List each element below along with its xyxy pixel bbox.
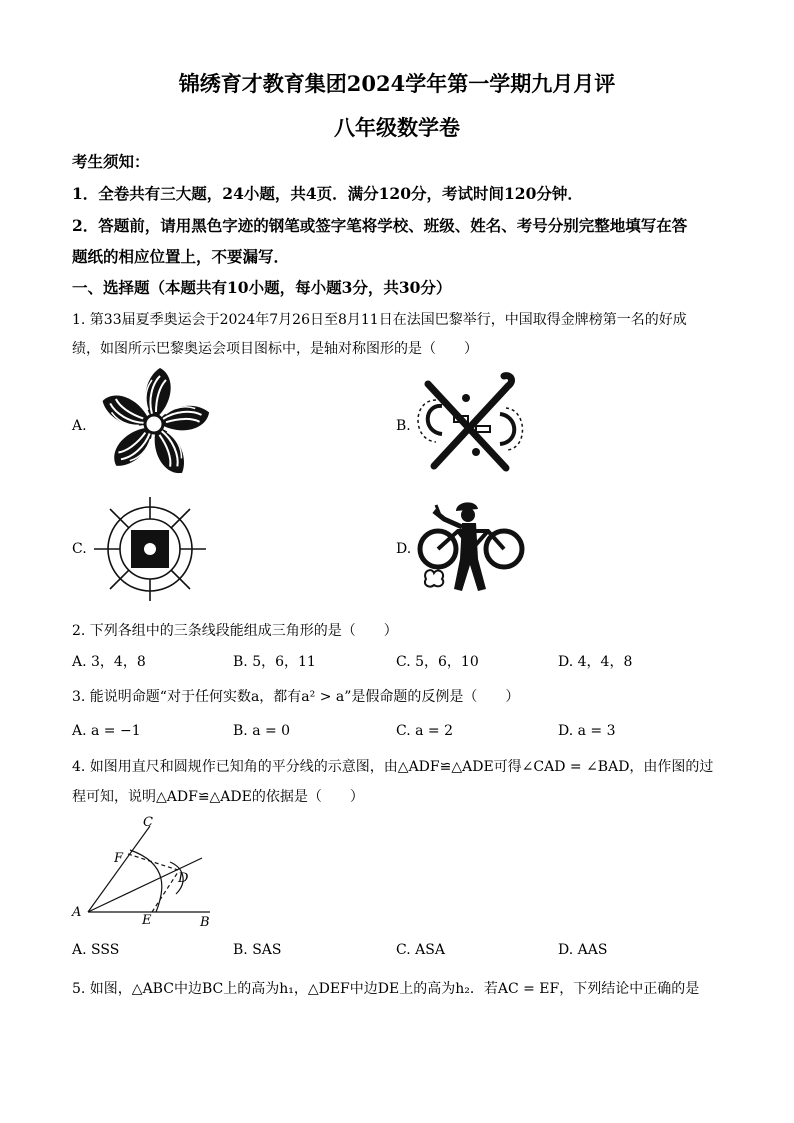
q3-option-a: A. a = −1 [72, 723, 141, 739]
q3-option-b: B. a = 0 [233, 723, 291, 739]
q4-option-a: A. SSS [72, 942, 120, 958]
page-title: 锦绣育才教育集团2024学年第一学期九月月评 [178, 71, 616, 96]
angle-bisector-diagram [70, 812, 230, 934]
q3-option-c: C. a = 2 [396, 723, 453, 739]
notice-heading: 考生须知： [72, 152, 150, 171]
q2-option-d: D. 4，4，8 [558, 654, 633, 670]
section-heading: 一、选择题（本题共有10小题，每小题3分，共30分） [72, 278, 452, 297]
label-b: B [200, 915, 210, 930]
target-pictogram-icon [92, 497, 208, 605]
q2-option-b: B. 5，6，11 [233, 654, 316, 670]
question-1-line-1: 1. 第33届夏季奥运会于2024年7月26日至8月11日在法国巴黎举行，中国取得金牌榜第一名的好成 [72, 312, 687, 328]
hockey-pictogram-icon [416, 370, 526, 482]
question-2-stem: 2. 下列各组中的三条线段能组成三角形的是（ ） [72, 623, 398, 639]
question-4-line-2: 程可知，说明△ADF≌△ADE的依据是（ ） [72, 789, 364, 805]
q1-option-a-label: A. [72, 418, 87, 434]
q1-option-c-label: C. [72, 541, 87, 557]
q1-option-b-label: B. [396, 418, 411, 434]
q4-option-b: B. SAS [233, 942, 282, 958]
label-d: D [178, 871, 189, 886]
q2-option-c: C. 5，6，10 [396, 654, 479, 670]
page-subtitle: 八年级数学卷 [334, 115, 460, 140]
ray-ac [88, 826, 150, 912]
question-4-line-1: 4. 如图用直尺和圆规作已知角的平分线的示意图，由△ADF≌△ADE可得∠CAD = ∠BAD，由作图的过 [72, 759, 714, 775]
cyclist-pictogram-icon [416, 497, 528, 605]
flower-pictogram-icon [92, 365, 217, 487]
q3-option-d: D. a = 3 [558, 723, 616, 739]
q2-option-a: A. 3，4，8 [72, 654, 146, 670]
compass-arc [130, 850, 162, 912]
notice-item-2-line-2: 题纸的相应位置上，不要漏写． [72, 247, 290, 266]
segment-ed [152, 872, 178, 912]
question-1-line-2: 绩，如图所示巴黎奥运会项目图标中，是轴对称图形的是（ ） [72, 341, 478, 357]
q4-option-d: D. AAS [558, 942, 608, 958]
question-3-stem: 3. 能说明命题“对于任何实数a，都有a² > a”是假命题的反例是（ ） [72, 689, 520, 705]
notice-item-1: 1．全卷共有三大题，24小题，共4页．满分120分，考试时间120分钟． [72, 184, 583, 203]
question-5-line-1: 5. 如图，△ABC中边BC上的高为h₁，△DEF中边DE上的高为h₂．若AC = EF，下列结论中正确的是 [72, 981, 700, 997]
notice-item-2-line-1: 2．答题前，请用黑色字迹的钢笔或签字笔将学校、班级、姓名、考号分别完整地填写在答 [72, 216, 688, 235]
label-e: E [142, 913, 152, 928]
q4-option-c: C. ASA [396, 942, 445, 958]
q1-option-d-label: D. [396, 541, 412, 557]
label-f: F [114, 851, 124, 866]
label-c: C [143, 815, 153, 830]
label-a: A [72, 905, 82, 920]
